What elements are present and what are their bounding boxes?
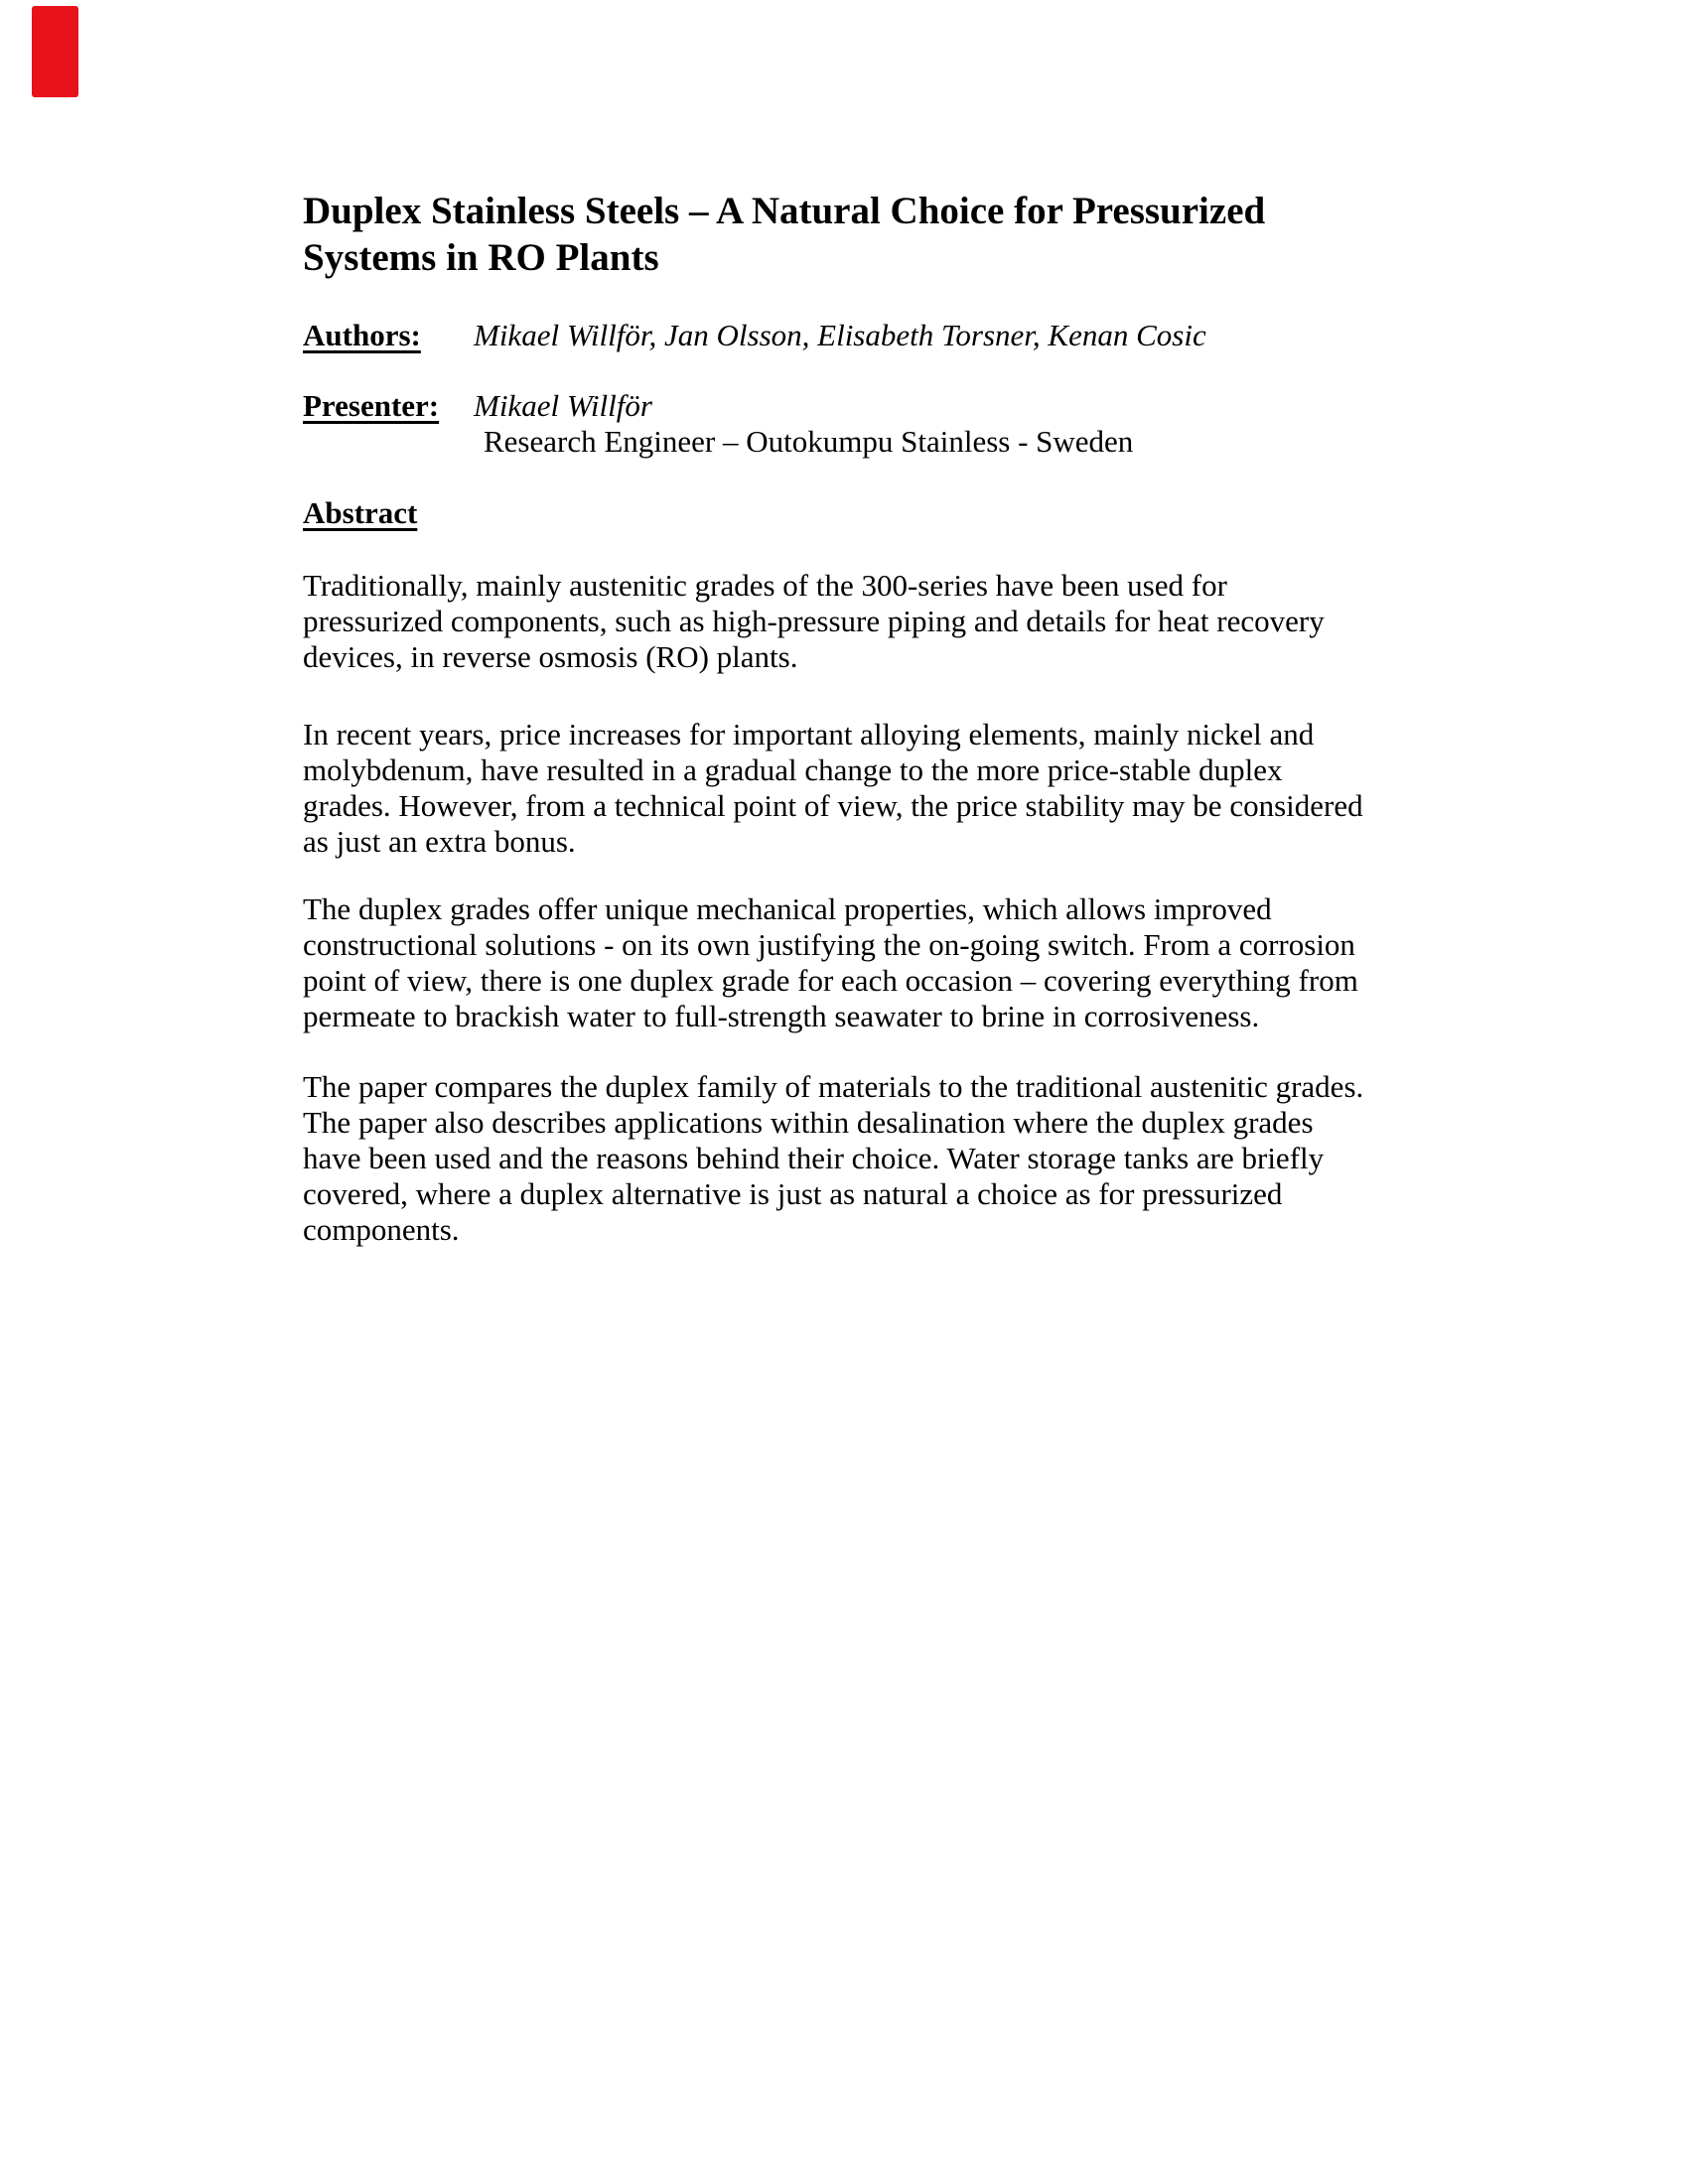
abstract-paragraph-4 xyxy=(303,1069,1504,1248)
paragraph-line: molybdenum, have resulted in a gradual change to the more price-stable duplex xyxy=(303,752,1283,787)
paragraph-line: grades. However, from a technical point of view, the price stability may be considered xyxy=(303,788,1363,823)
authors-label: Authors: xyxy=(303,318,421,352)
paragraph-line: as just an extra bonus. xyxy=(303,824,576,859)
paragraph-line: devices, in reverse osmosis (RO) plants. xyxy=(303,639,798,674)
paragraph-line: The paper also describes applications within desalination where the duplex grades xyxy=(303,1105,1314,1140)
title-line-1: Duplex Stainless Steels – A Natural Choice for Pressurized xyxy=(303,190,1266,232)
presenter-affiliation: Research Engineer – Outokumpu Stainless - Sweden xyxy=(484,424,1134,459)
title-line-2: Systems in RO Plants xyxy=(303,236,659,279)
abstract-paragraph-1 xyxy=(303,568,1504,675)
paragraph-line: The duplex grades offer unique mechanical properties, which allows improved xyxy=(303,891,1272,926)
authors-label-column xyxy=(303,318,474,353)
red-annotation-marker xyxy=(32,6,78,97)
presenter-line-1 xyxy=(303,388,1504,424)
paragraph-line: point of view, there is one duplex grade for each occasion – covering everything from xyxy=(303,963,1358,998)
paragraph-line: pressurized components, such as high-pressure piping and details for heat recovery xyxy=(303,604,1325,638)
paragraph-line: components. xyxy=(303,1212,460,1247)
presenter-line-2 xyxy=(303,424,1504,460)
abstract-heading: Abstract xyxy=(303,495,418,530)
paragraph-line: permeate to brackish water to full-strength seawater to brine in corrosiveness. xyxy=(303,999,1260,1033)
paragraph-line: The paper compares the duplex family of materials to the traditional austenitic grades. xyxy=(303,1069,1364,1104)
paragraph-line: constructional solutions - on its own justifying the on-going switch. From a corrosion xyxy=(303,927,1355,962)
document-title xyxy=(303,188,1504,281)
abstract-heading-row xyxy=(303,495,1504,531)
paragraph-line: have been used and the reasons behind their choice. Water storage tanks are briefly xyxy=(303,1141,1325,1175)
presenter-label-column xyxy=(303,388,474,424)
presenter-name: Mikael Willför xyxy=(474,388,652,423)
paragraph-line: In recent years, price increases for important alloying elements, mainly nickel and xyxy=(303,717,1315,751)
presenter-row xyxy=(303,388,1504,460)
paragraph-line: covered, where a duplex alternative is just as natural a choice as for pressurized xyxy=(303,1176,1283,1211)
abstract-paragraph-2 xyxy=(303,717,1504,860)
paragraph-line: Traditionally, mainly austenitic grades of the 300-series have been used for xyxy=(303,568,1227,603)
presenter-label: Presenter: xyxy=(303,388,440,423)
abstract-paragraph-3 xyxy=(303,891,1504,1034)
authors-row xyxy=(303,318,1504,353)
authors-names: Mikael Willför, Jan Olsson, Elisabeth Torsner, Kenan Cosic xyxy=(474,318,1206,352)
